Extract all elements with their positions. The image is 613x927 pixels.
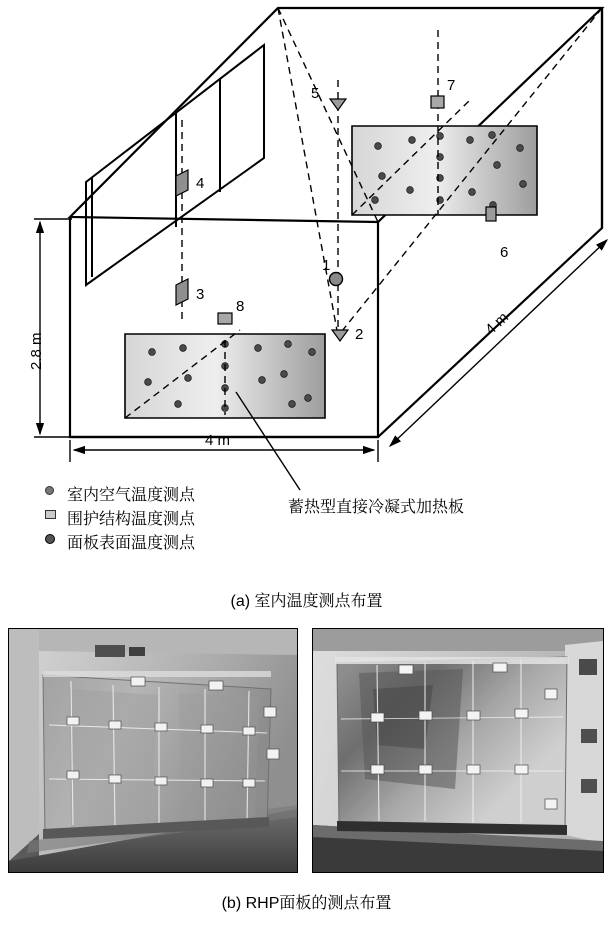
point-label-6: 6 bbox=[500, 244, 509, 261]
legend-label-panel-surface: 面板表面温度测点 bbox=[67, 535, 196, 552]
dimension-width: 4 m bbox=[205, 432, 231, 449]
air-temp-point-icon bbox=[45, 486, 54, 495]
heating-plate-annotation: 蓄热型直接冷凝式加热板 bbox=[288, 499, 465, 516]
rhp-panel-photo-right bbox=[312, 628, 604, 873]
panel-b-caption: (b) RHP面板的测点布置 bbox=[221, 895, 392, 912]
panel-a-caption: (a) 室内温度测点布置 bbox=[230, 593, 383, 610]
legend-item-panel-surface bbox=[45, 528, 345, 552]
photo-left-content bbox=[9, 629, 297, 872]
point-label-1: 1 bbox=[322, 257, 331, 274]
panel-b-photos bbox=[0, 628, 613, 927]
photo-row bbox=[8, 628, 605, 873]
rhp-panel-photo-left bbox=[8, 628, 298, 873]
point-label-3: 3 bbox=[196, 286, 205, 303]
point-label-2: 2 bbox=[355, 326, 364, 343]
envelope-temp-point-icon bbox=[45, 510, 56, 519]
point-label-5: 5 bbox=[311, 85, 320, 102]
dimension-height: 2.8 m bbox=[28, 332, 45, 370]
panel-surface-temp-point-icon bbox=[45, 534, 55, 544]
point-label-8: 8 bbox=[236, 298, 245, 315]
legend-label-envelope: 围护结构温度测点 bbox=[67, 511, 196, 528]
dimension-depth: 4 m bbox=[482, 308, 512, 339]
photo-right-content bbox=[313, 629, 603, 872]
point-label-7: 7 bbox=[447, 77, 456, 94]
legend-label-air: 室内空气温度测点 bbox=[67, 487, 196, 504]
point-label-4: 4 bbox=[196, 175, 205, 192]
